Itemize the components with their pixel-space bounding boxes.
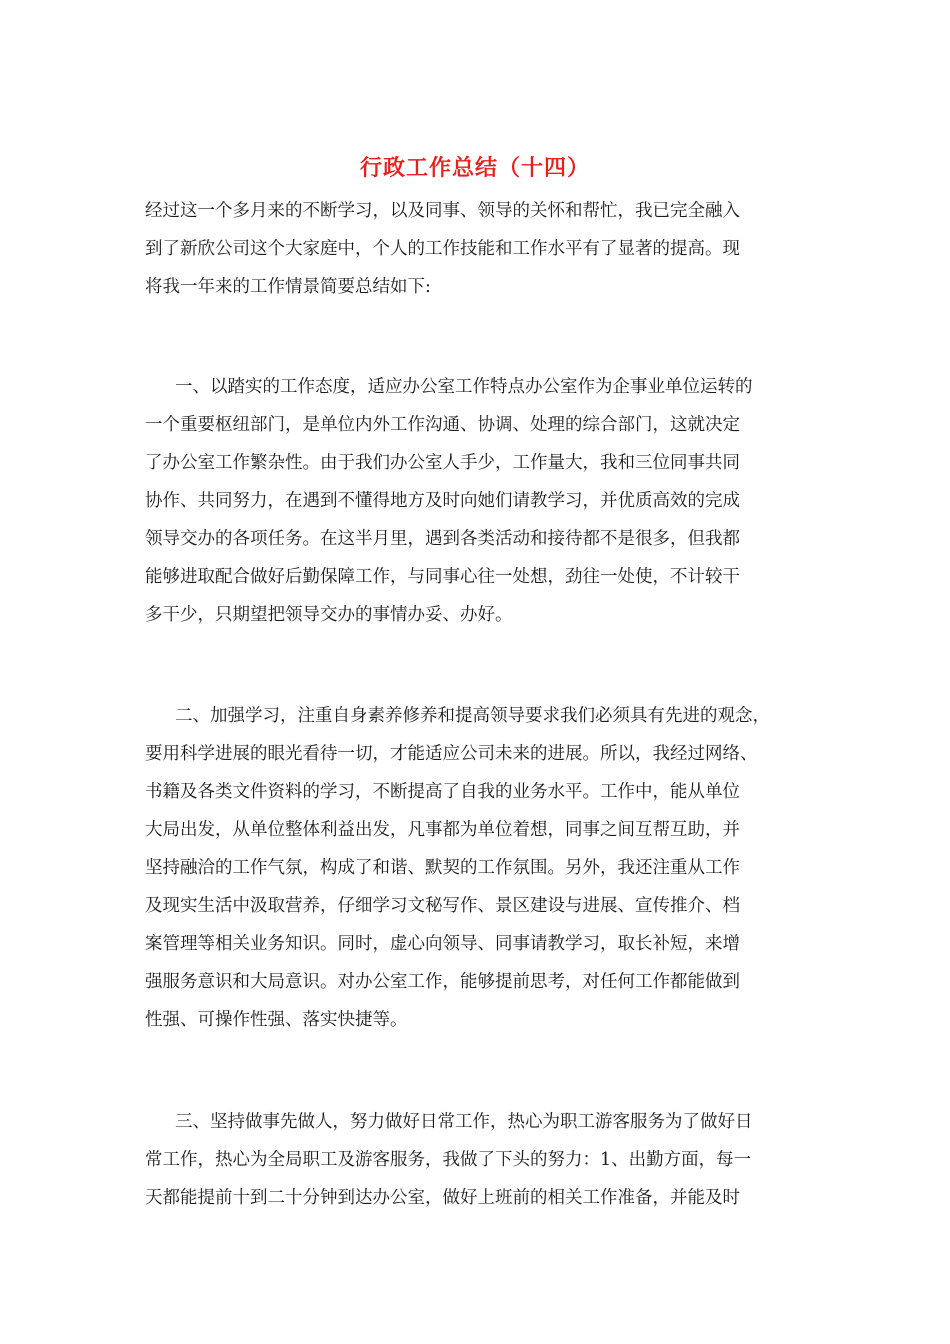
- section-1-line: 多干少，只期望把领导交办的事情办妥、办好。: [145, 605, 513, 625]
- intro-line: 将我一年来的工作情景简要总结如下:: [145, 277, 431, 297]
- section-1-line: 能够进取配合做好后勤保障工作，与同事心往一处想，劲往一处使，不计较干: [145, 567, 740, 587]
- section-2-line: 大局出发，从单位整体利益出发，凡事都为单位着想，同事之间互帮互助，并: [145, 820, 740, 840]
- section-2-paragraph: [145, 697, 815, 1039]
- section-3-line: 天都能提前十到二十分钟到达办公室，做好上班前的相关工作准备，并能及时: [145, 1188, 740, 1208]
- section-2-line: 二、加强学习，注重自身素养修养和提高领导要求我们必须具有先进的观念，: [175, 706, 770, 726]
- section-1-line: 协作、共同努力，在遇到不懂得地方及时向她们请教学习，并优质高效的完成: [145, 491, 740, 511]
- section-1-line: 了办公室工作繁杂性。由于我们办公室人手少，工作量大，我和三位同事共同: [145, 453, 740, 473]
- section-2-line: 要用科学进展的眼光看待一切，才能适应公司未来的进展。所以，我经过网络、: [145, 744, 758, 764]
- intro-paragraph: [145, 192, 815, 306]
- section-2-line: 坚持融洽的工作气氛，构成了和谐、默契的工作氛围。另外，我还注重从工作: [145, 858, 740, 878]
- intro-line: 经过这一个多月来的不断学习，以及同事、领导的关怀和帮忙，我已完全融入: [145, 201, 740, 221]
- section-1-paragraph: [145, 368, 815, 634]
- section-1-line: 一、以踏实的工作态度，适应办公室工作特点办公室作为企事业单位运转的: [175, 377, 753, 397]
- section-2-line: 案管理等相关业务知识。同时，虚心向领导、同事请教学习，取长补短，来增: [145, 934, 740, 954]
- section-3-line: 常工作，热心为全局职工及游客服务，我做了下头的努力：1、出勤方面，每一: [145, 1150, 752, 1170]
- section-1-line: 领导交办的各项任务。在这半月里，遇到各类活动和接待都不是很多，但我都: [145, 529, 740, 549]
- section-2-line: 强服务意识和大局意识。对办公室工作，能够提前思考，对任何工作都能做到: [145, 972, 740, 992]
- section-2-line: 性强、可操作性强、落实快捷等。: [145, 1010, 408, 1030]
- intro-line: 到了新欣公司这个大家庭中，个人的工作技能和工作水平有了显著的提高。现: [145, 239, 740, 259]
- section-3-paragraph: [145, 1103, 815, 1217]
- document-title: 行政工作总结（十四）: [359, 155, 590, 181]
- section-1-line: 一个重要枢纽部门，是单位内外工作沟通、协调、处理的综合部门，这就决定: [145, 415, 740, 435]
- section-2-line: 及现实生活中汲取营养，仔细学习文秘写作、景区建设与进展、宣传推介、档: [145, 896, 740, 916]
- section-2-line: 书籍及各类文件资料的学习，不断提高了自我的业务水平。工作中，能从单位: [145, 782, 740, 802]
- section-3-line: 三、坚持做事先做人，努力做好日常工作，热心为职工游客服务为了做好日: [175, 1112, 753, 1132]
